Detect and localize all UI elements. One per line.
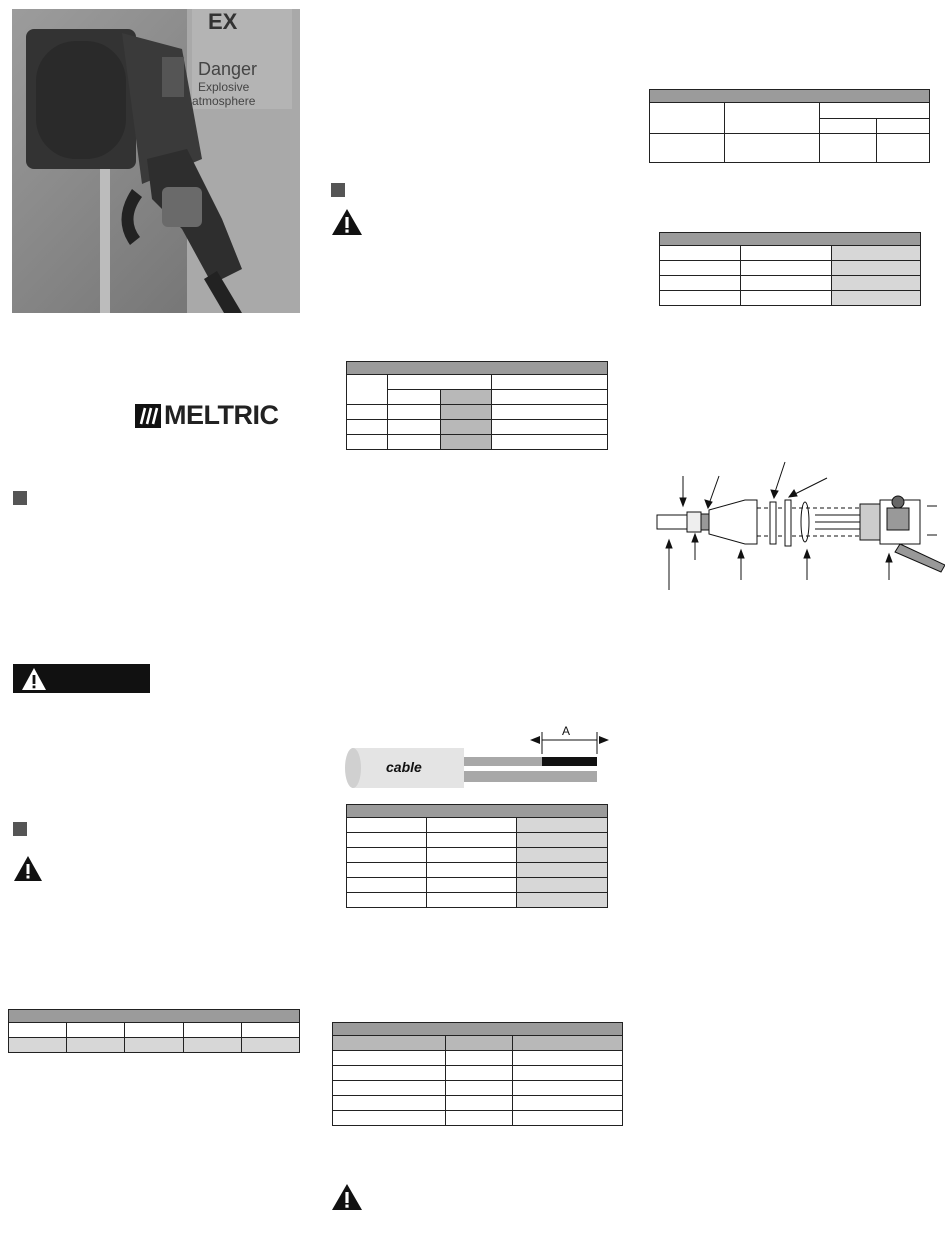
- warning-icon: [13, 855, 43, 882]
- assembly-graphic: [655, 460, 945, 595]
- dimension-label: A: [562, 724, 571, 738]
- warning-banner: [13, 664, 150, 693]
- section-marker-icon: [13, 491, 27, 505]
- logo-mark-icon: [135, 404, 161, 428]
- spec-table-6: [659, 232, 921, 306]
- spec-table-2: [346, 361, 608, 450]
- spec-table-1: [8, 1009, 300, 1053]
- danger-sign: [192, 9, 292, 109]
- sign-line1-text: Explosive: [198, 80, 250, 94]
- photo-graphic: [12, 9, 300, 313]
- logo-text: MELTRIC: [164, 400, 279, 430]
- warning-icon: [331, 208, 363, 236]
- spec-table-3: [346, 804, 608, 908]
- product-photo: [12, 9, 300, 313]
- assembly-diagram: [655, 460, 945, 595]
- sign-ex-text: EX: [208, 9, 238, 34]
- cable-label: cable: [386, 759, 422, 775]
- conduit: [100, 169, 110, 313]
- section-marker-icon: [13, 822, 27, 836]
- spec-table-4: [332, 1022, 623, 1126]
- sign-danger-text: Danger: [198, 59, 258, 79]
- spec-table-5: [649, 89, 930, 163]
- sign-line2-text: atmosphere: [192, 94, 256, 108]
- cable-strip-diagram: [340, 722, 610, 792]
- meltric-logo: [135, 400, 290, 431]
- section-marker-icon: [331, 183, 345, 197]
- warning-icon: [331, 1183, 363, 1211]
- warning-icon: [21, 667, 47, 691]
